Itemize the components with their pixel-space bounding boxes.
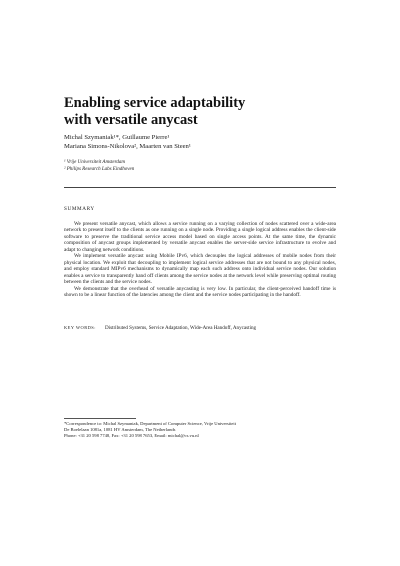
abstract-paragraph: We implement versatile anycast using Mobile IPv6, which decouples the logical addresses of mobile nodes from their physical location. We exploit that decoupling to implement logical service addresses that are not bound to any physical nodes, and employ standard MIPv6 mechanisms to dynamically map each such address onto individual service nodes. Our solution enables a service to transparently hand off clients among the service nodes at the network level while preserving optimal routing between the clients and the service nodes. bbox=[64, 253, 336, 286]
author-line: Mariana Simons-Nikolova², Maarten van Steen¹ bbox=[64, 142, 191, 150]
keywords-line bbox=[64, 325, 336, 331]
abstract-paragraph: We present versatile anycast, which allows a service running on a varying collection of nodes scattered over a wide-area network to present itself to the clients as one running on a single node. Providing a single logical address enables the client-side software to preserve the traditional service access model based on single access points. At the same time, the dynamic composition of anycast groups implemented by versatile anycast enables the server-side service infrastructure to evolve and adapt to changing network conditions. bbox=[64, 221, 336, 253]
footnote-line: De Boelelaan 1081a, 1081 HV Amsterdam, The Netherlands bbox=[64, 427, 176, 433]
affiliation: ² Philips Research Labs Eindhoven bbox=[64, 166, 135, 172]
summary-heading: SUMMARY bbox=[64, 206, 95, 212]
footnote-divider bbox=[64, 418, 136, 419]
keywords-text: Distributed Systems, Service Adaptation, Wide-Area Handoff, Anycasting bbox=[104, 325, 257, 331]
author-line: Michal Szymaniak¹*, Guillaume Pierre¹ bbox=[64, 134, 170, 141]
footnote-line: *Correspondence to: Michal Szymaniak, Department of Computer Science, Vrije Universiteit bbox=[64, 421, 236, 426]
affiliation-list bbox=[64, 160, 344, 173]
header-divider bbox=[64, 187, 336, 188]
keywords-label: KEY WORDS: bbox=[64, 325, 96, 330]
correspondence-footnote bbox=[64, 421, 344, 440]
author-list bbox=[64, 134, 344, 151]
title-line: with versatile anycast bbox=[64, 112, 198, 128]
affiliation: ¹ Vrije Universiteit Amsterdam bbox=[64, 160, 125, 165]
abstract bbox=[64, 221, 336, 298]
abstract-paragraph: We demonstrate that the overhead of versatile anycasting is very low. In particular, the client-perceived handoff time is shown to be a linear function of the latencies among the client and the service nodes participating in the handoff. bbox=[64, 285, 336, 298]
paper-title bbox=[64, 95, 344, 129]
title-line: Enabling service adaptability bbox=[64, 95, 246, 111]
footnote-line: Phone: +31 20 598 7748, Fax: +31 20 598 7653, Email: michal@cs.vu.nl bbox=[64, 433, 199, 439]
